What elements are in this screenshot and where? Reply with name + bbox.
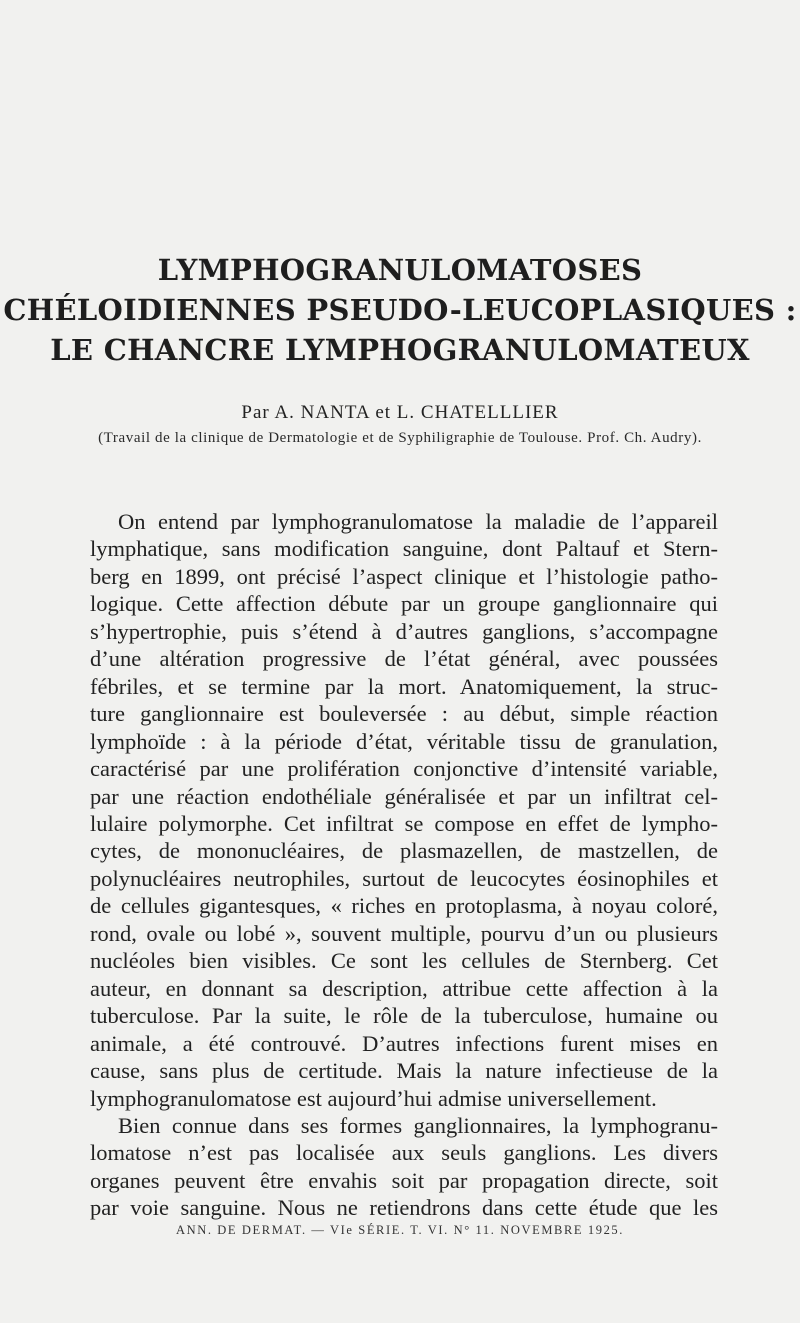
text-line: tuberculose. Par la suite, le rôle de la tuberculose, humaine ou bbox=[90, 1003, 718, 1029]
text-line: ture ganglionnaire est bouleversée : au début, simple réaction bbox=[90, 701, 718, 727]
text-line: auteur, en donnant sa description, attribue cette affection à la bbox=[90, 975, 718, 1001]
text-line: par voie sanguine. Nous ne retiendrons dans cette étude que les bbox=[90, 1195, 718, 1221]
paragraph bbox=[90, 1112, 718, 1222]
text-line: cause, sans plus de certitude. Mais la nature infectieuse de la bbox=[90, 1058, 718, 1084]
title-line-1: LYMPHOGRANULOMATOSES bbox=[157, 253, 643, 287]
text-line: s’hypertrophie, puis s’étend à d’autres ganglions, s’accompagne bbox=[90, 618, 718, 644]
text-line: fébriles, et se termine par la mort. Anatomiquement, la struc- bbox=[90, 673, 718, 699]
authors-line: Par A. NANTA et L. CHATELLLIER bbox=[241, 402, 559, 423]
text-line: polynucléaires neutrophiles, surtout de leucocytes éosinophiles et bbox=[90, 865, 718, 891]
text-line: d’une altération progressive de l’état général, avec poussées bbox=[90, 646, 718, 672]
text-line: animale, a été controuvé. D’autres infections furent mises en bbox=[90, 1030, 718, 1056]
text-line: nucléoles bien visibles. Ce sont les cellules de Sternberg. Cet bbox=[90, 948, 718, 974]
text-line: logique. Cette affection débute par un groupe ganglionnaire qui bbox=[90, 591, 718, 617]
text-line: Bien connue dans ses formes ganglionnaires, la lymphogranu- bbox=[118, 1112, 718, 1138]
text-line: rond, ovale ou lobé », souvent multiple, pourvu d’un ou plusieurs bbox=[90, 920, 718, 946]
text-line: caractérisé par une prolifération conjonctive d’intensité variable, bbox=[90, 756, 718, 782]
text-line: On entend par lymphogranulomatose la maladie de l’appareil bbox=[118, 509, 718, 534]
article-body bbox=[90, 508, 718, 1222]
article-title bbox=[0, 250, 800, 370]
journal-footer: ANN. DE DERMAT. — VIe SÉRIE. T. VI. N° 11. NOVEMBRE 1925. bbox=[175, 1223, 625, 1237]
text-line: lymphoïde : à la période d’état, véritable tissu de granulation, bbox=[90, 728, 718, 754]
affiliation-line: (Travail de la clinique de Dermatologie et de Syphiligraphie de Toulouse. Prof. Ch. Audry). bbox=[98, 430, 702, 446]
text-line: lulaire polymorphe. Cet infiltrat se compose en effet de lympho- bbox=[90, 810, 718, 836]
text-line: berg en 1899, ont précisé l’aspect clinique et l’histologie patho- bbox=[90, 563, 718, 589]
title-line-2: CHÉLOIDIENNES PSEUDO-LEUCOPLASIQUES : bbox=[3, 293, 797, 327]
text-line: lomatose n’est pas localisée aux seuls ganglions. Les divers bbox=[90, 1140, 718, 1166]
paragraph bbox=[90, 508, 718, 1112]
text-line: lymphatique, sans modification sanguine, dont Paltauf et Stern- bbox=[90, 536, 718, 562]
text-line: par une réaction endothéliale généralisée et par un infiltrat cel- bbox=[90, 783, 718, 809]
text-line: organes peuvent être envahis soit par propagation directe, soit bbox=[90, 1167, 718, 1193]
text-line: cytes, de mononucléaires, de plasmazellen, de mastzellen, de bbox=[90, 838, 718, 864]
text-line: de cellules gigantesques, « riches en protoplasma, à noyau coloré, bbox=[90, 893, 718, 919]
text-line: lymphogranulomatose est aujourd’hui admise universellement. bbox=[90, 1085, 657, 1111]
title-line-3: LE CHANCRE LYMPHOGRANULOMATEUX bbox=[50, 333, 750, 367]
